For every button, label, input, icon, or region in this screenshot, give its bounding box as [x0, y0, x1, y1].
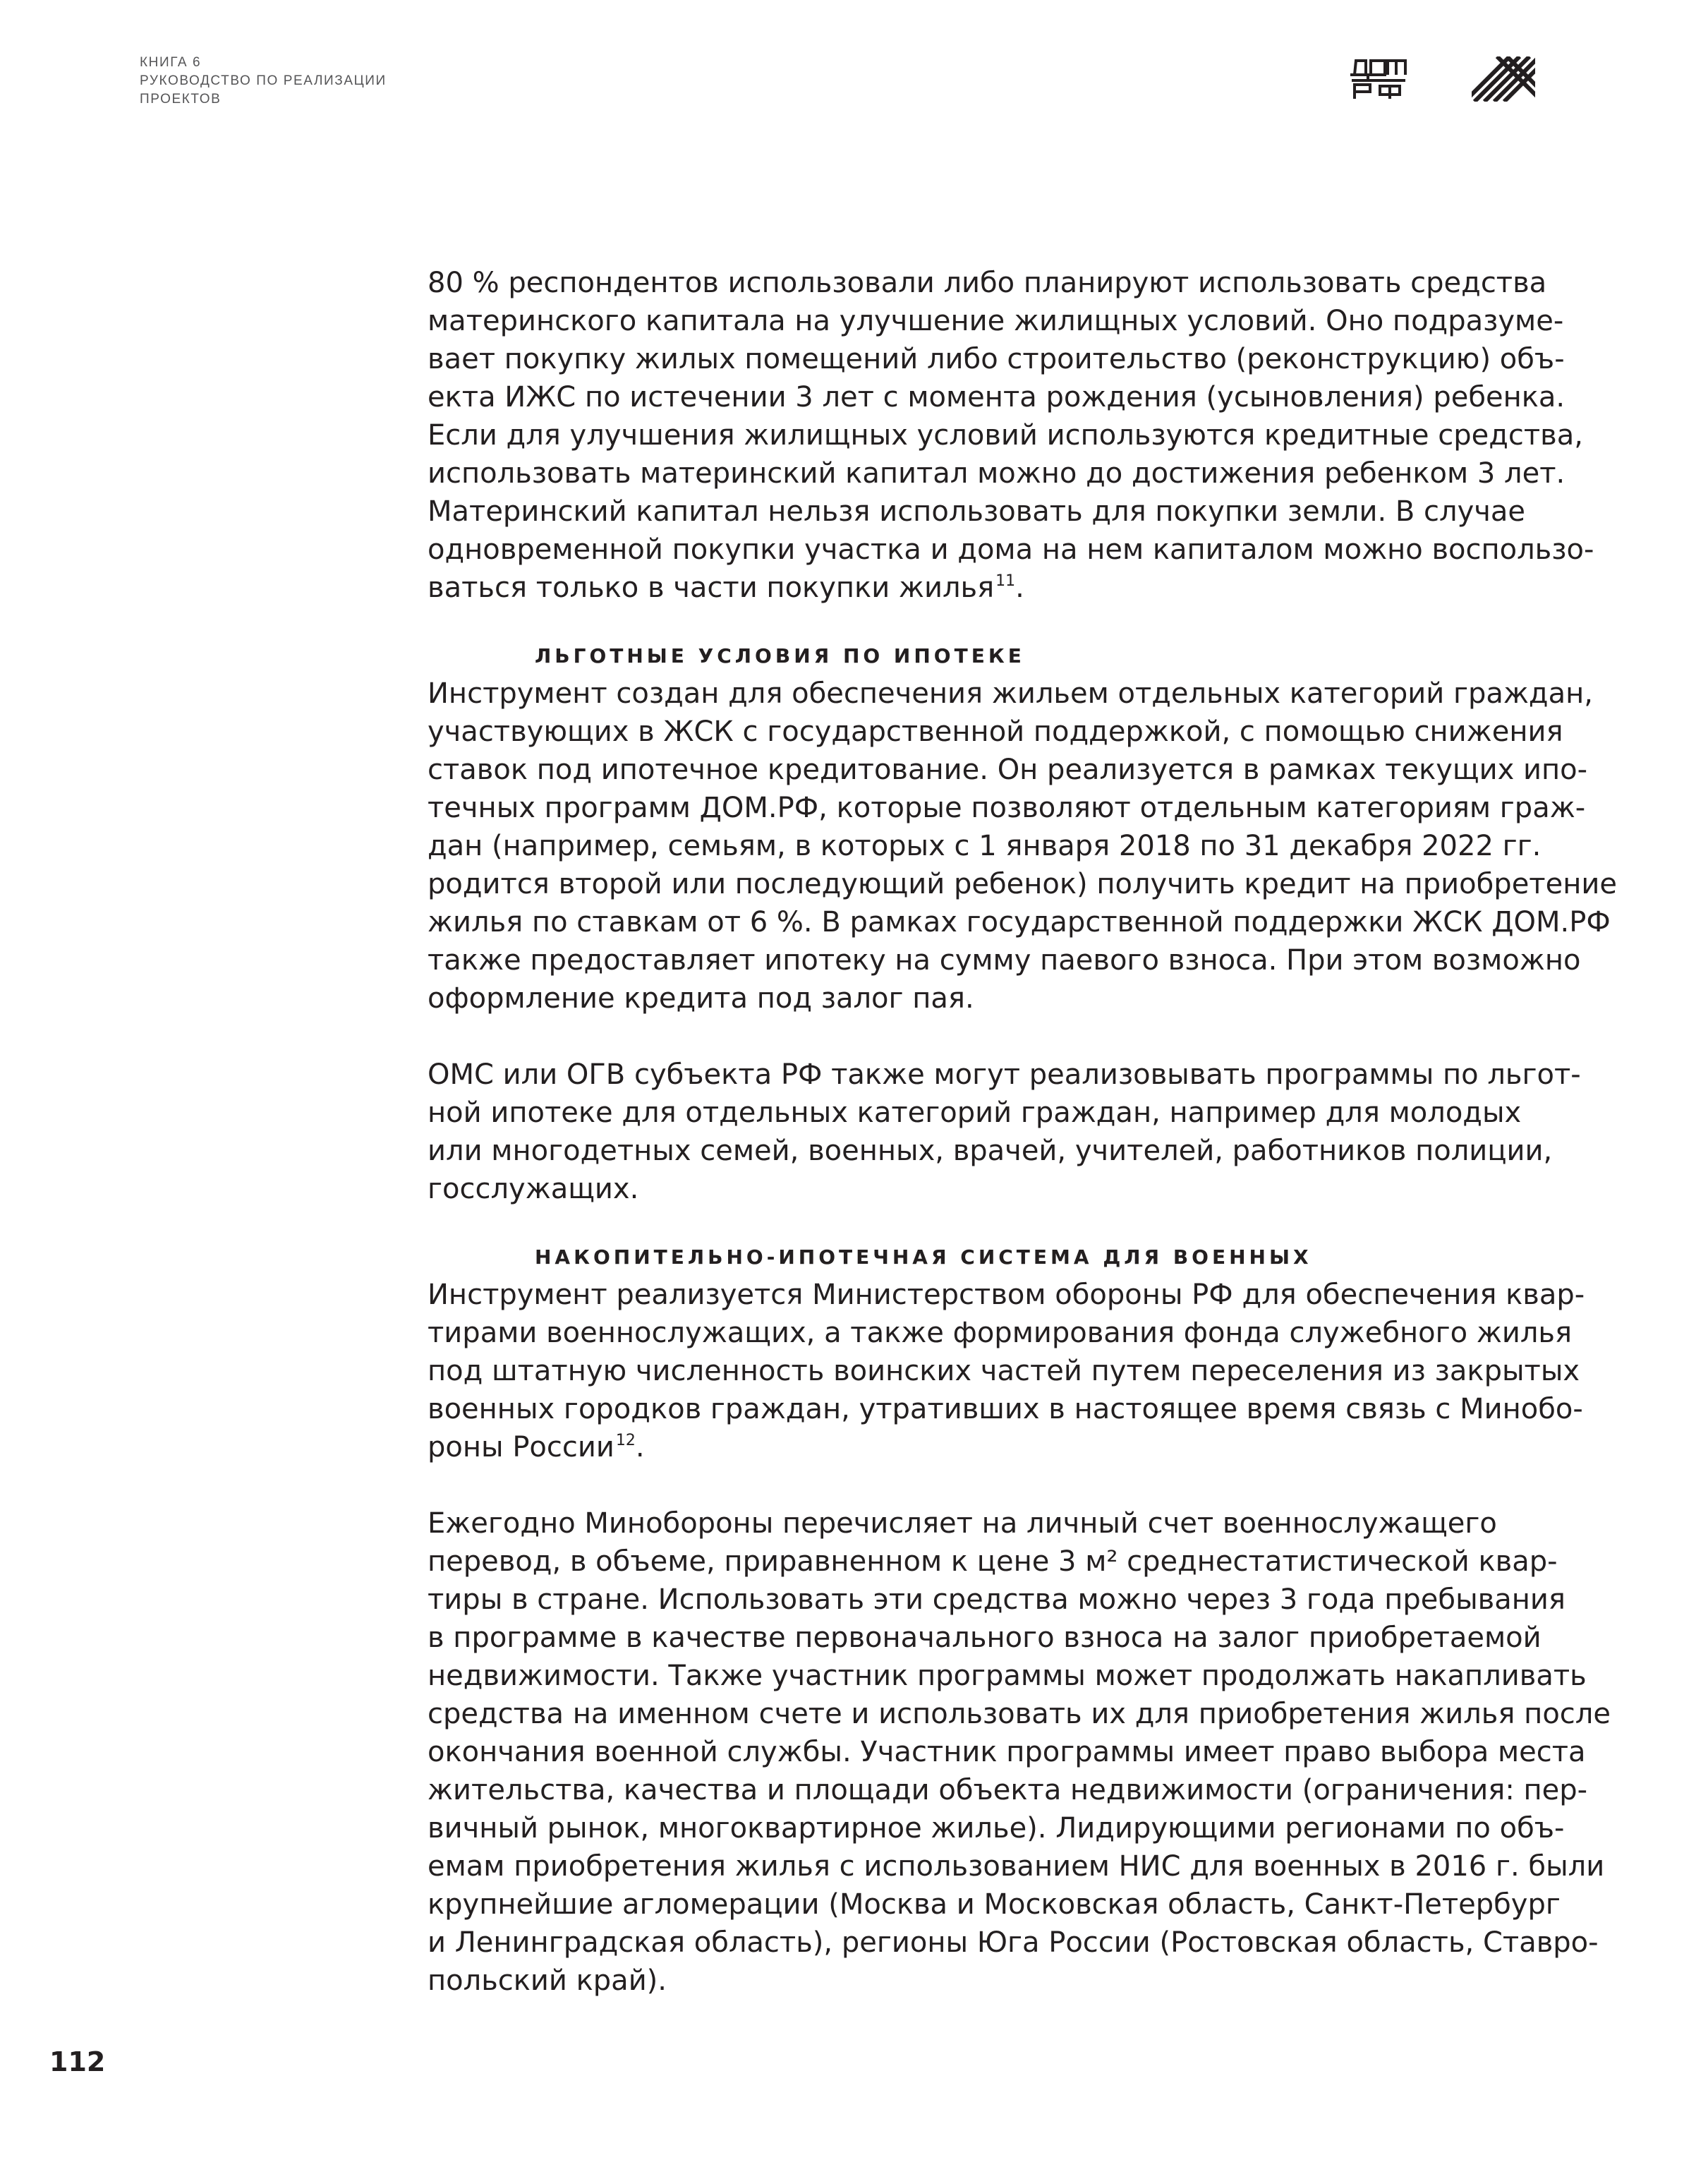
text-line: жительства, качества и площади объекта недвижимости (ограничения: пер- — [428, 1774, 1588, 1806]
text-line: ной ипотеке для отдельных категорий граждан, например для молодых — [428, 1097, 1522, 1129]
book-number: КНИГА 6 — [140, 55, 202, 70]
section-heading-preferential-mortgage: ЛЬГОТНЫЕ УСЛОВИЯ ПО ИПОТЕКЕ — [535, 644, 1025, 668]
text-line: участвующих в ЖСК с государственной поддержкой, с помощью снижения — [428, 716, 1563, 748]
text-line: тиры в стране. Использовать эти средства можно через 3 года пребывания — [428, 1583, 1565, 1616]
text-line: Инструмент реализуется Министерством обороны РФ для обеспечения квар- — [428, 1279, 1585, 1311]
text-line: Инструмент создан для обеспечения жильем отдельных категорий граждан, — [428, 677, 1593, 710]
text-line: или многодетных семей, военных, врачей, учителей, работников полиции, — [428, 1135, 1553, 1167]
text-line: течных программ ДОМ.РФ, которые позволяют отдельным категориям граж- — [428, 792, 1586, 824]
text-line: материнского капитала на улучшение жилищных условий. Оно подразуме- — [428, 305, 1564, 337]
text-line: жилья по ставкам от 6 %. В рамках государственной поддержки ЖСК ДОМ.РФ — [428, 906, 1611, 938]
text-line: под штатную численность воинских частей путем переселения из закрытых — [428, 1355, 1580, 1387]
text-line: средства на именном счете и использовать их для приобретения жилья после — [428, 1698, 1611, 1730]
text-line: крупнейшие агломерации (Москва и Московская область, Санкт-Петербург — [428, 1888, 1561, 1921]
running-head — [140, 54, 387, 109]
text-line: емам приобретения жилья с использованием НИС для военных в 2016 г. были — [428, 1850, 1605, 1883]
text-line: польский край). — [428, 1964, 667, 1997]
text-line: в программе в качестве первоначального взноса на залог приобретаемой — [428, 1622, 1542, 1654]
text-line: военных городков граждан, утративших в настоящее время связь с Минобо- — [428, 1393, 1583, 1425]
text-line: Ежегодно Минобороны перечисляет на личный счет военнослужащего — [428, 1507, 1497, 1540]
main-content — [428, 264, 1617, 2000]
text-line: оформление кредита под залог пая. — [428, 982, 974, 1015]
text-line: одновременной покупки участка и дома на нем капиталом можно воспользо- — [428, 533, 1594, 566]
text-line: вает покупку жилых помещений либо строительство (реконструкцию) объ- — [428, 343, 1565, 375]
paragraph-regional-programs — [428, 1056, 1581, 1208]
text-line — [428, 569, 1556, 607]
sentence-end: . — [635, 1431, 645, 1463]
diagonal-hatch-logo-icon — [1472, 56, 1535, 102]
text-line: перевод, в объеме, приравненном к цене 3 м² среднестатистической квар- — [428, 1545, 1558, 1578]
text-line: вичный рынок, многоквартирное жилье). Лидирующими регионами по объ- — [428, 1812, 1565, 1845]
section-heading-military-savings: НАКОПИТЕЛЬНО-ИПОТЕЧНАЯ СИСТЕМА ДЛЯ ВОЕННЫХ — [535, 1245, 1312, 1269]
paragraph-maternity-capital — [428, 264, 1594, 607]
text-line: дан (например, семьям, в которых с 1 января 2018 по 31 декабря 2022 гг. — [428, 830, 1542, 862]
sentence-end: . — [1015, 572, 1024, 604]
text-line: ставок под ипотечное кредитование. Он реализуется в рамках текущих ипо- — [428, 754, 1588, 786]
dom-rf-logo-icon — [1349, 58, 1408, 102]
text-line: госслужащих. — [428, 1173, 639, 1205]
footnote-marker: 11 — [995, 572, 1016, 590]
text-line: 80 % респондентов использовали либо планируют использовать средства — [428, 267, 1547, 299]
book-title-line-1: РУКОВОДСТВО ПО РЕАЛИЗАЦИИ — [140, 73, 387, 88]
text-fragment: ваться только в части покупки жилья — [428, 572, 995, 604]
paragraph-preferential-mortgage — [428, 675, 1617, 1018]
text-line: тирами военнослужащих, а также формирования фонда служебного жилья — [428, 1317, 1573, 1349]
footnote-marker: 12 — [615, 1432, 636, 1449]
text-line: екта ИЖС по истечении 3 лет с момента рождения (усыновления) ребенка. — [428, 381, 1565, 414]
text-line: Материнский капитал нельзя использовать для покупки земли. В случае — [428, 495, 1526, 528]
text-fragment: роны России — [428, 1431, 614, 1463]
text-line: также предоставляет ипотеку на сумму паевого взноса. При этом возможно — [428, 944, 1581, 977]
text-line: ОМС или ОГВ субъекта РФ также могут реализовывать программы по льгот- — [428, 1058, 1581, 1091]
text-line: недвижимости. Также участник программы может продолжать накапливать — [428, 1660, 1587, 1692]
text-line: и Ленинградская область), регионы Юга России (Ростовская область, Ставро- — [428, 1926, 1599, 1959]
paragraph-military-program — [428, 1276, 1585, 1466]
paragraph-annual-transfer — [428, 1504, 1611, 2000]
book-title-line-2: ПРОЕКТОВ — [140, 92, 222, 107]
text-line — [428, 1428, 1556, 1466]
text-line: использовать материнский капитал можно до достижения ребенком 3 лет. — [428, 457, 1565, 490]
text-line: Если для улучшения жилищных условий используются кредитные средства, — [428, 419, 1583, 452]
page-number: 112 — [49, 2046, 106, 2077]
text-line: родится второй или последующий ребенок) получить кредит на приобретение — [428, 868, 1617, 900]
text-line: окончания военной службы. Участник программы имеет право выбора места — [428, 1736, 1586, 1768]
